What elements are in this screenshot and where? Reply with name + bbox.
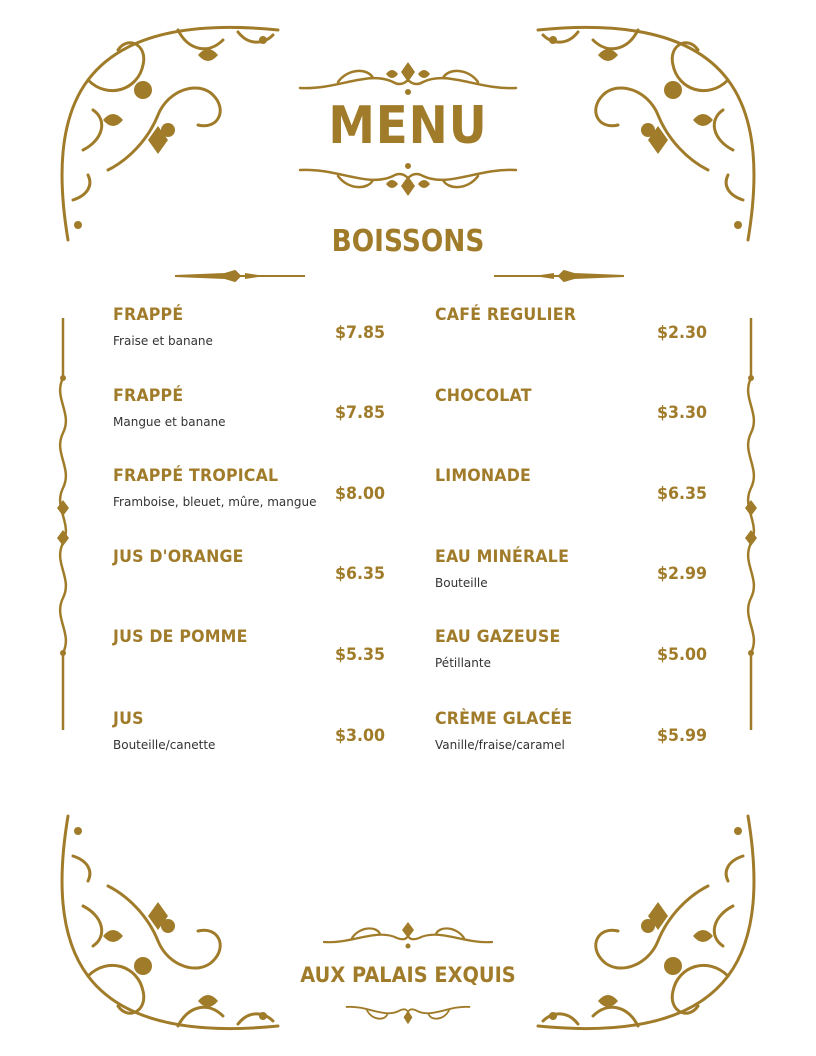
item-price: $5.35 bbox=[335, 645, 386, 665]
item-name: FRAPPÉ bbox=[113, 305, 184, 325]
item-price: $6.35 bbox=[657, 484, 708, 504]
item-description: Bouteille bbox=[435, 576, 488, 590]
item-name: EAU GAZEUSE bbox=[435, 627, 561, 647]
side-rail-left bbox=[53, 318, 73, 730]
item-name: LIMONADE bbox=[435, 466, 532, 486]
item-name: FRAPPÉ TROPICAL bbox=[113, 466, 279, 486]
menu-title: MENU bbox=[328, 96, 488, 156]
side-rail-right bbox=[741, 318, 761, 730]
footer-flourish-bottom bbox=[345, 1000, 471, 1026]
item-price: $6.35 bbox=[335, 564, 386, 584]
item-price: $7.85 bbox=[335, 323, 386, 343]
section-rule-left bbox=[175, 268, 305, 284]
divider-icon bbox=[175, 268, 305, 284]
item-name: EAU MINÉRALE bbox=[435, 547, 570, 567]
ornamental-corner-bottom-right bbox=[528, 806, 768, 1046]
item-price: $7.85 bbox=[335, 403, 386, 423]
flourish-icon bbox=[322, 920, 494, 950]
item-price: $3.00 bbox=[335, 726, 386, 746]
flourish-icon bbox=[298, 60, 518, 98]
ornamental-corner-bottom-left bbox=[48, 806, 288, 1046]
item-description: Framboise, bleuet, mûre, mangue bbox=[113, 495, 317, 509]
header-flourish-top bbox=[298, 60, 518, 98]
floral-ornament-icon bbox=[528, 806, 768, 1046]
item-name: JUS DE POMME bbox=[113, 627, 248, 647]
floral-ornament-icon bbox=[48, 806, 288, 1046]
item-price: $3.30 bbox=[657, 403, 708, 423]
item-name: CHOCOLAT bbox=[435, 386, 532, 406]
item-name: JUS bbox=[113, 709, 144, 729]
scroll-ornament-icon bbox=[741, 318, 761, 730]
item-description: Vanille/fraise/caramel bbox=[435, 738, 565, 752]
section-heading: BOISSONS bbox=[331, 224, 485, 259]
header-flourish-bottom bbox=[298, 160, 518, 198]
item-price: $5.99 bbox=[657, 726, 708, 746]
item-name: JUS D'ORANGE bbox=[113, 547, 244, 567]
item-price: $8.00 bbox=[335, 484, 386, 504]
item-description: Bouteille/canette bbox=[113, 738, 216, 752]
item-name: FRAPPÉ bbox=[113, 386, 184, 406]
item-description: Pétillante bbox=[435, 656, 491, 670]
item-name: CAFÉ REGULIER bbox=[435, 305, 577, 325]
item-price: $2.99 bbox=[657, 564, 708, 584]
restaurant-name: AUX PALAIS EXQUIS bbox=[300, 963, 516, 987]
item-price: $5.00 bbox=[657, 645, 708, 665]
footer-flourish-top bbox=[322, 920, 494, 950]
item-name: CRÈME GLACÉE bbox=[435, 709, 573, 729]
scroll-ornament-icon bbox=[53, 318, 73, 730]
section-rule-right bbox=[494, 268, 624, 284]
flourish-icon bbox=[345, 1000, 471, 1026]
item-description: Mangue et banane bbox=[113, 415, 226, 429]
item-price: $2.30 bbox=[657, 323, 708, 343]
divider-icon bbox=[494, 268, 624, 284]
flourish-icon bbox=[298, 160, 518, 198]
item-description: Fraise et banane bbox=[113, 334, 213, 348]
